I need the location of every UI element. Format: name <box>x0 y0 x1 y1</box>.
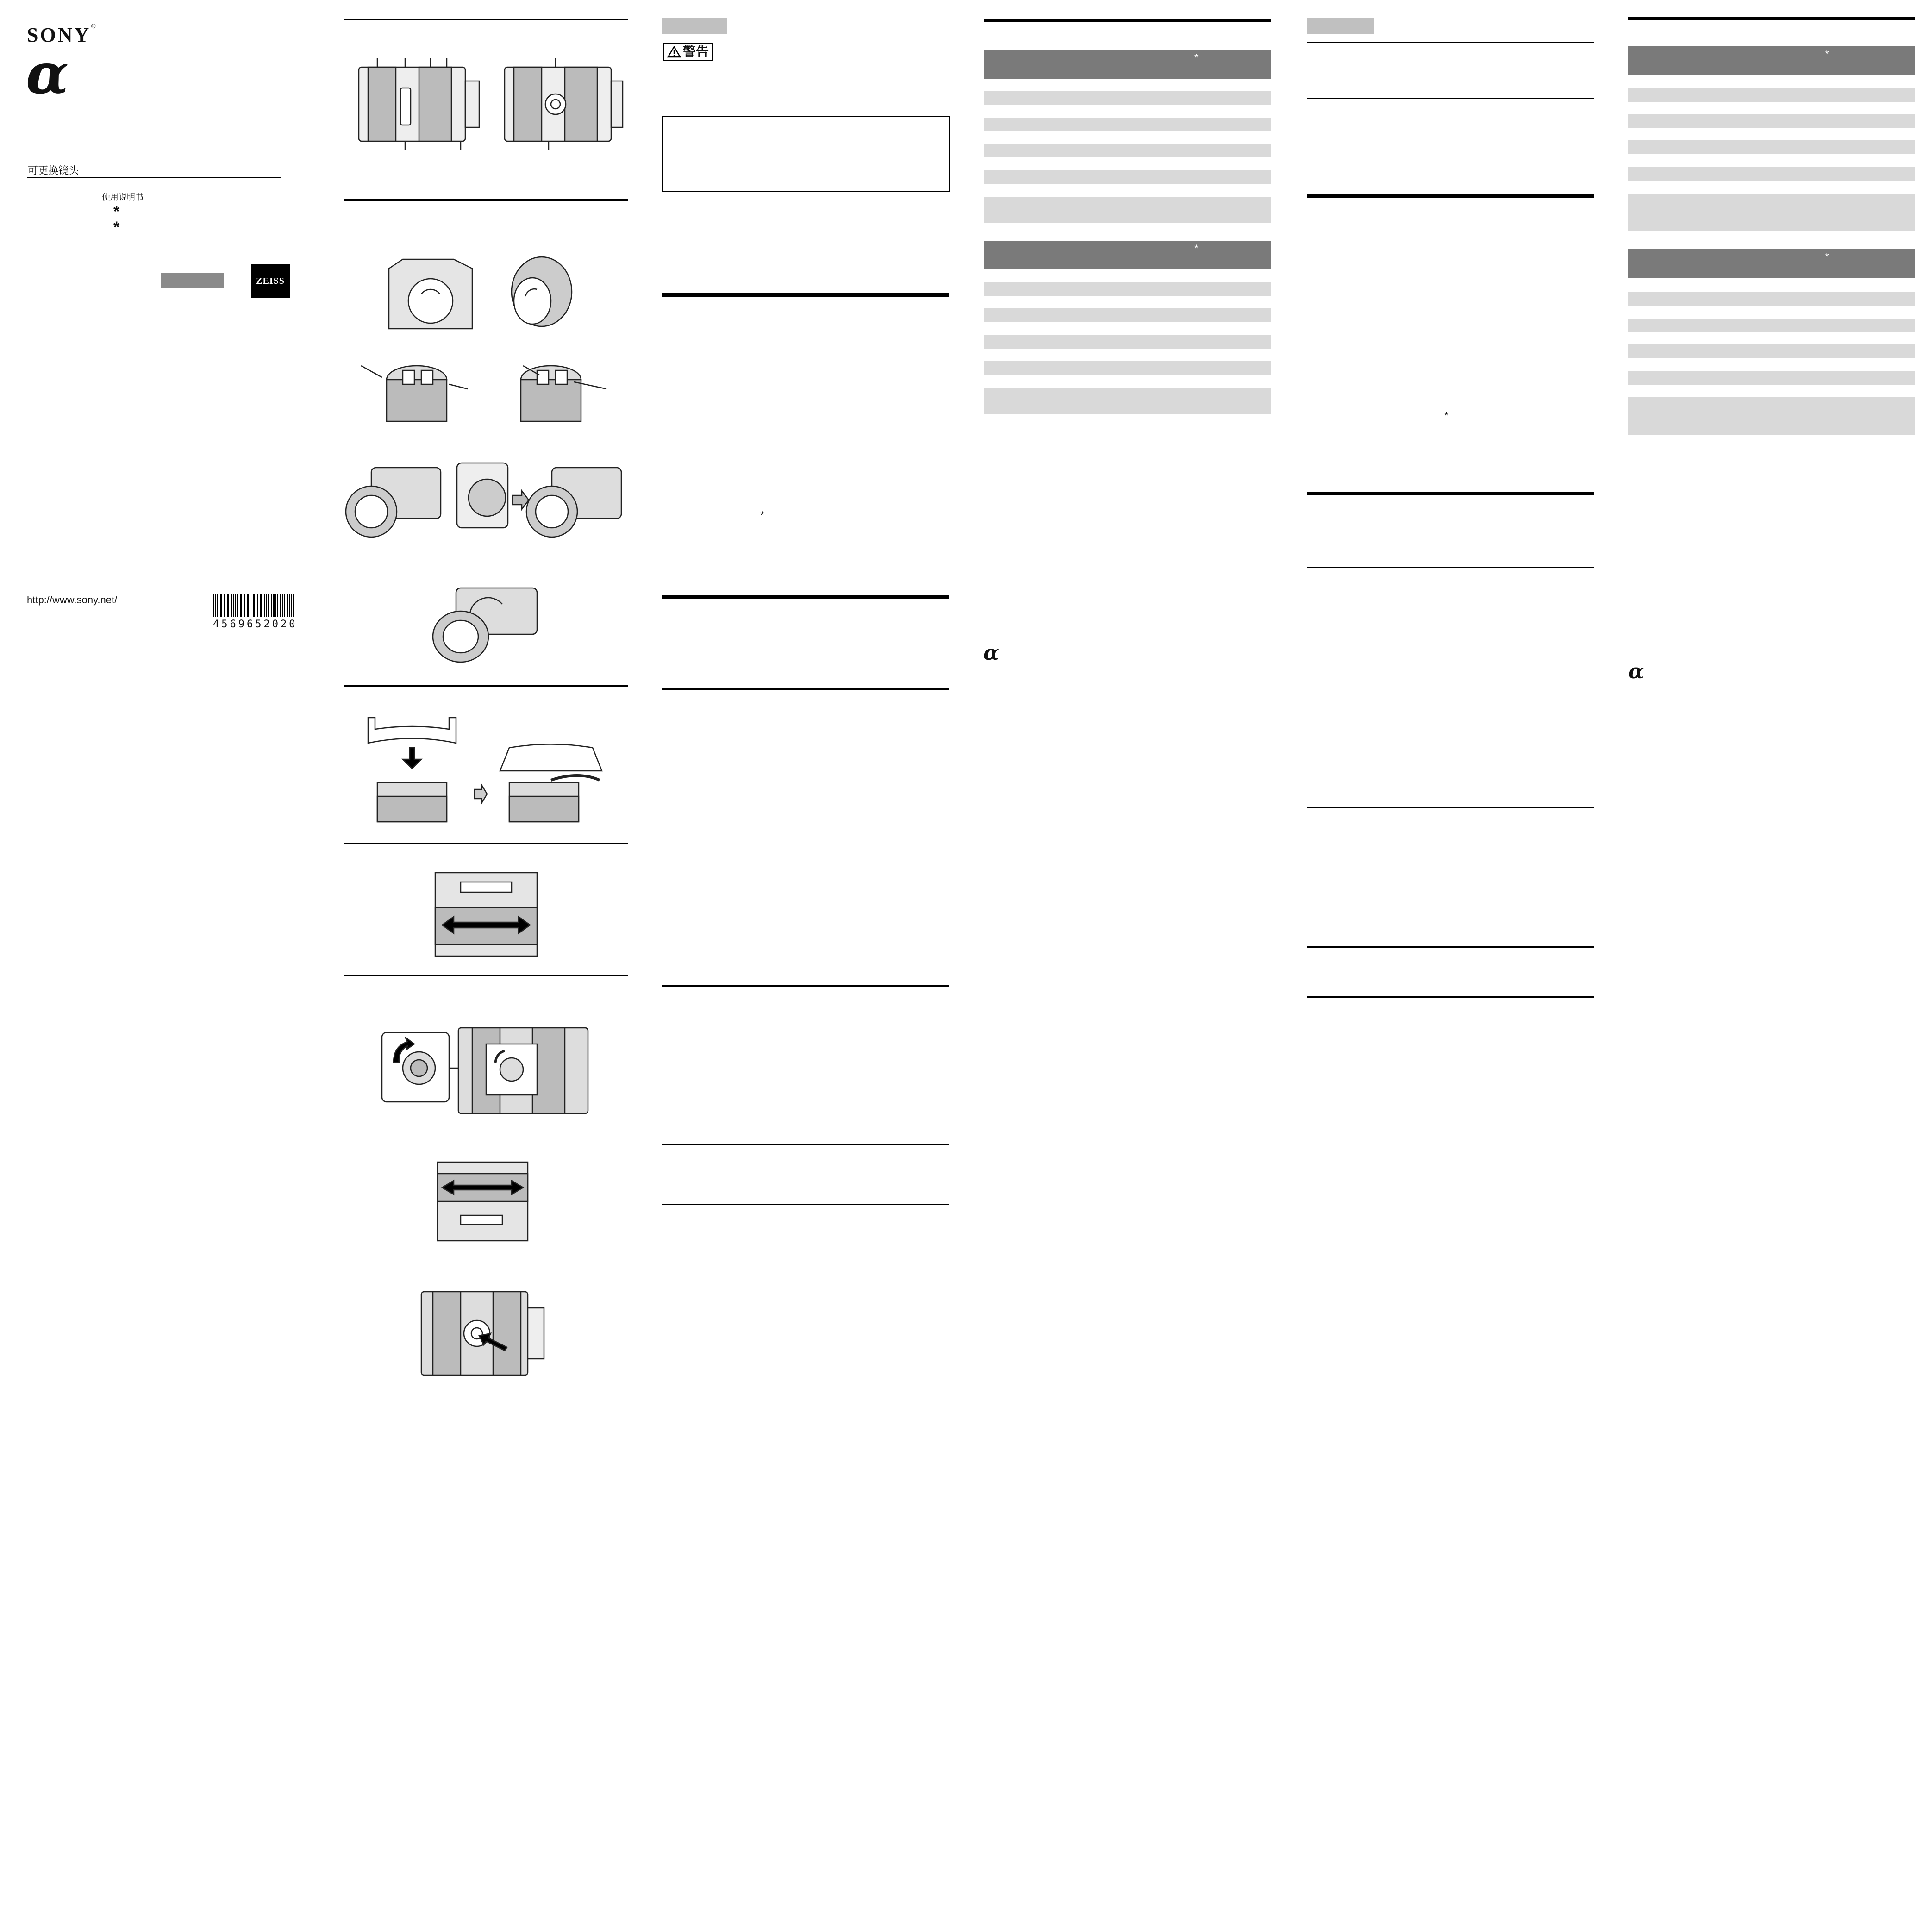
product-title: 可更换镜头 <box>28 165 79 176</box>
sony-url: http://www.sony.net/ <box>27 594 118 606</box>
section-rule <box>1307 567 1594 568</box>
table-row <box>1628 194 1915 231</box>
lens-hood-diagram <box>366 715 606 826</box>
alpha-symbol: α <box>983 641 999 665</box>
section-rule <box>344 843 628 844</box>
table-row <box>984 308 1271 322</box>
section-rule <box>662 1144 949 1145</box>
lens-cap-diagram <box>356 356 616 426</box>
language-tag <box>662 18 727 34</box>
alpha-symbol: α <box>1628 660 1644 683</box>
table-row <box>984 282 1271 296</box>
language-tag <box>1307 18 1374 34</box>
alpha-logo: α <box>26 41 69 106</box>
warning-box <box>662 116 950 192</box>
zoom-ring-diagram <box>433 870 539 958</box>
table-row <box>984 361 1271 375</box>
barcode-number: 4569652020 <box>213 619 298 630</box>
table-row <box>984 388 1271 414</box>
section-rule <box>662 1204 949 1205</box>
mount-lens-diagram <box>344 458 631 542</box>
table-header <box>1628 46 1915 75</box>
section-rule <box>662 985 949 987</box>
table-row <box>1628 292 1915 306</box>
focus-ring-diagram <box>435 1160 530 1243</box>
remove-lens-diagram <box>428 586 544 664</box>
model-asterisk-1: * <box>113 203 120 220</box>
table-row <box>984 144 1271 157</box>
section-rule <box>344 685 628 687</box>
table-row <box>984 170 1271 184</box>
section-rule <box>344 199 628 201</box>
table-row <box>1628 319 1915 332</box>
focus-hold-button-diagram <box>419 1289 549 1377</box>
table-row <box>984 197 1271 223</box>
zeiss-logo: ZEISS <box>251 264 290 298</box>
section-rule <box>1307 194 1594 198</box>
footnote-asterisk: * <box>1444 410 1449 421</box>
lens-parts-diagram <box>350 56 627 155</box>
focus-switch-diagram <box>380 1025 593 1116</box>
warning-label: 警告 <box>683 44 709 59</box>
warning-triangle-icon <box>667 46 681 58</box>
header-asterisk: * <box>1825 48 1829 60</box>
table-header <box>1628 249 1915 278</box>
sony-logo: SONY® <box>27 23 98 46</box>
language-tag <box>161 273 224 288</box>
table-header <box>984 50 1271 79</box>
section-rule <box>1307 996 1594 998</box>
table-row <box>984 118 1271 131</box>
section-rule <box>662 293 949 297</box>
section-rule <box>1307 946 1594 948</box>
table-row <box>1628 114 1915 128</box>
footnote-asterisk: * <box>760 509 764 521</box>
section-rule <box>1307 492 1594 495</box>
title-underline <box>27 177 281 178</box>
attach-lens-diagram <box>384 250 588 333</box>
table-row <box>1628 397 1915 435</box>
section-rule <box>1307 807 1594 808</box>
manual-label: 使用说明书 <box>102 193 144 202</box>
table-row <box>984 91 1271 105</box>
header-asterisk: * <box>1194 52 1199 63</box>
section-rule <box>984 19 1271 22</box>
section-rule <box>662 595 949 599</box>
section-rule <box>344 975 628 976</box>
table-row <box>1628 140 1915 154</box>
header-asterisk: * <box>1825 251 1829 263</box>
table-row <box>1628 344 1915 358</box>
table-header <box>984 241 1271 269</box>
notice-box <box>1307 42 1594 99</box>
section-rule <box>344 19 628 20</box>
warning-badge <box>663 43 713 61</box>
table-row <box>1628 88 1915 102</box>
table-row <box>984 335 1271 349</box>
section-rule <box>1628 17 1915 20</box>
section-rule <box>662 688 949 690</box>
table-row <box>1628 167 1915 181</box>
barcode <box>213 594 294 621</box>
header-asterisk: * <box>1194 243 1199 254</box>
table-row <box>1628 371 1915 385</box>
model-asterisk-2: * <box>113 219 120 236</box>
